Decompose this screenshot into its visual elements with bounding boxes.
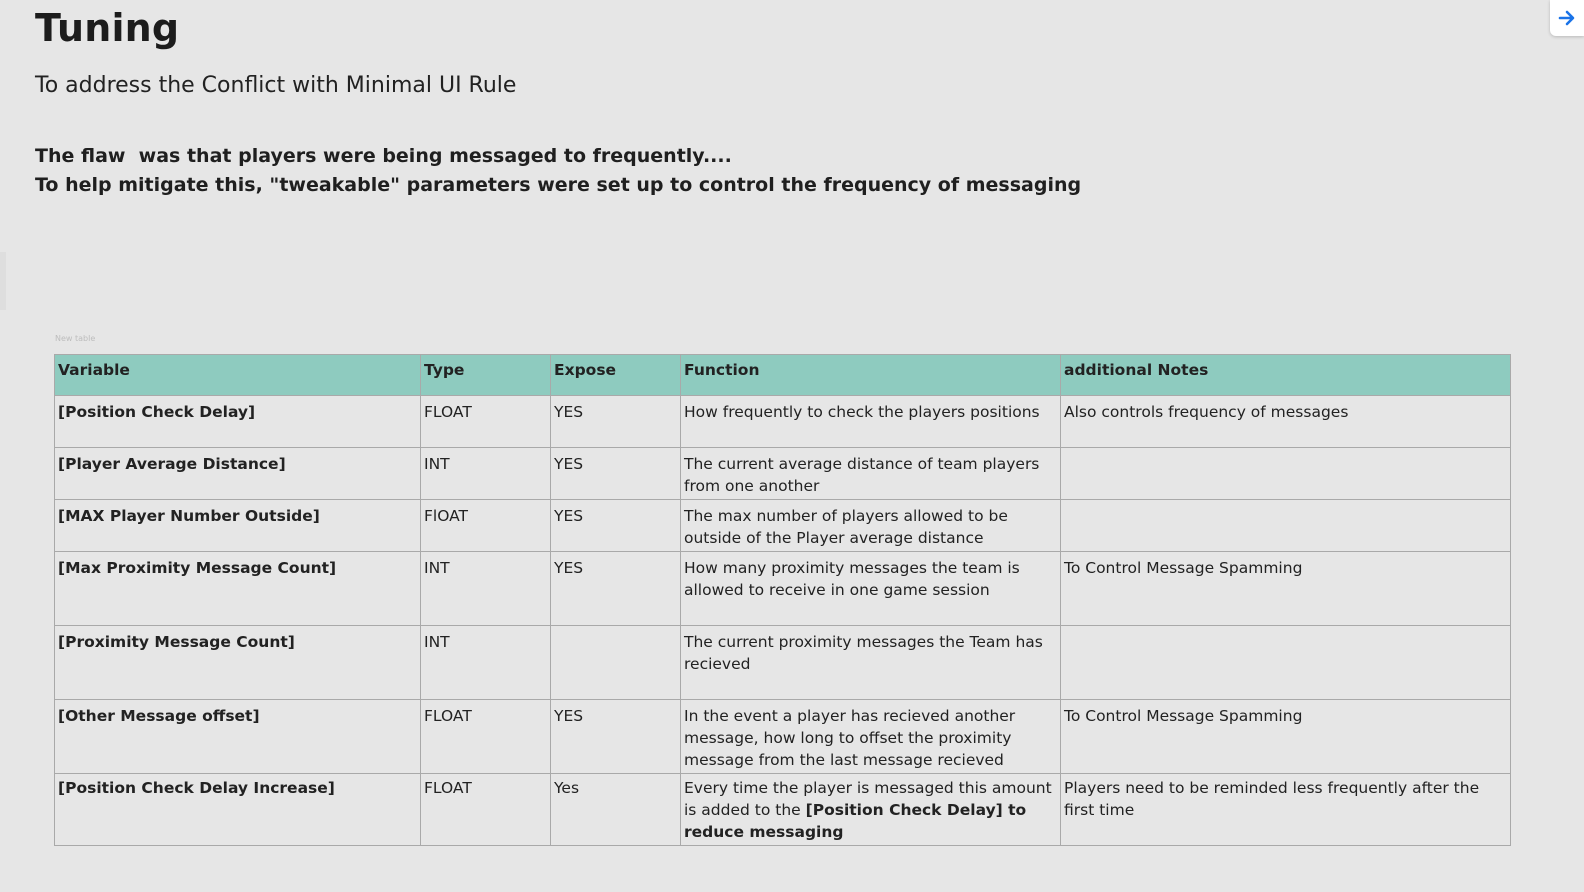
cell-variable[interactable]: [Max Proximity Message Count] bbox=[55, 552, 421, 626]
cell-variable[interactable]: [Position Check Delay Increase] bbox=[55, 774, 421, 846]
cell-function[interactable]: The current proximity messages the Team has recieved bbox=[681, 626, 1061, 700]
cell-type[interactable]: INT bbox=[421, 448, 551, 500]
cell-function[interactable]: The current average distance of team players from one another bbox=[681, 448, 1061, 500]
cell-expose[interactable]: YES bbox=[551, 552, 681, 626]
column-header-expose: Expose bbox=[551, 355, 681, 396]
table-row bbox=[55, 448, 1511, 500]
cell-function-bold-text: [Position Check Delay] to reduce messaging bbox=[684, 801, 1027, 841]
table-header-row bbox=[55, 355, 1511, 396]
cell-function[interactable]: How frequently to check the players positions bbox=[681, 396, 1061, 448]
flaw-line-1: The flaw was that players were being messaged to frequently.... bbox=[35, 145, 732, 167]
table-caption: New table bbox=[55, 334, 96, 343]
cell-variable[interactable]: [Player Average Distance] bbox=[55, 448, 421, 500]
table-row bbox=[55, 626, 1511, 700]
cell-expose[interactable]: YES bbox=[551, 700, 681, 774]
cell-expose[interactable] bbox=[551, 626, 681, 700]
cell-type[interactable]: FlOAT bbox=[421, 500, 551, 552]
cell-type[interactable]: INT bbox=[421, 626, 551, 700]
side-panel-handle[interactable] bbox=[0, 252, 6, 310]
cell-function[interactable]: In the event a player has recieved another message, how long to offset the proximity message from the last message recieved bbox=[681, 700, 1061, 774]
cell-type[interactable]: FLOAT bbox=[421, 774, 551, 846]
table-row bbox=[55, 700, 1511, 774]
table-row bbox=[55, 500, 1511, 552]
cell-type[interactable]: INT bbox=[421, 552, 551, 626]
table-row bbox=[55, 396, 1511, 448]
flaw-line-2: To help mitigate this, "tweakable" parameters were set up to control the frequency of messaging bbox=[35, 174, 1082, 196]
cell-notes[interactable]: Players need to be reminded less frequently after the first time bbox=[1061, 774, 1511, 846]
flaw-description bbox=[35, 142, 1081, 200]
cell-function[interactable]: How many proximity messages the team is allowed to receive in one game session bbox=[681, 552, 1061, 626]
page-title: Tuning bbox=[35, 6, 180, 50]
cell-variable[interactable]: [Proximity Message Count] bbox=[55, 626, 421, 700]
cell-notes[interactable] bbox=[1061, 626, 1511, 700]
page-subtitle: To address the Conflict with Minimal UI Rule bbox=[35, 73, 517, 98]
column-header-type: Type bbox=[421, 355, 551, 396]
cell-expose[interactable]: YES bbox=[551, 396, 681, 448]
cell-notes[interactable]: To Control Message Spamming bbox=[1061, 700, 1511, 774]
cell-expose[interactable]: YES bbox=[551, 448, 681, 500]
cell-function[interactable]: The max number of players allowed to be outside of the Player average distance bbox=[681, 500, 1061, 552]
arrow-right-icon bbox=[1557, 8, 1577, 28]
cell-type[interactable]: FLOAT bbox=[421, 396, 551, 448]
cell-notes[interactable]: To Control Message Spamming bbox=[1061, 552, 1511, 626]
cell-notes[interactable] bbox=[1061, 448, 1511, 500]
next-slide-button[interactable] bbox=[1550, 0, 1584, 36]
cell-type[interactable]: FLOAT bbox=[421, 700, 551, 774]
cell-function[interactable] bbox=[681, 774, 1061, 846]
column-header-function: Function bbox=[681, 355, 1061, 396]
table-row bbox=[55, 552, 1511, 626]
cell-notes[interactable] bbox=[1061, 500, 1511, 552]
cell-variable[interactable]: [MAX Player Number Outside] bbox=[55, 500, 421, 552]
cell-variable[interactable]: [Position Check Delay] bbox=[55, 396, 421, 448]
cell-expose[interactable]: YES bbox=[551, 500, 681, 552]
cell-expose[interactable]: Yes bbox=[551, 774, 681, 846]
tuning-table bbox=[54, 354, 1511, 846]
cell-notes[interactable]: Also controls frequency of messages bbox=[1061, 396, 1511, 448]
cell-variable[interactable]: [Other Message offset] bbox=[55, 700, 421, 774]
table-row bbox=[55, 774, 1511, 846]
column-header-variable: Variable bbox=[55, 355, 421, 396]
cell-function-text: Every time the player is messaged this amount is added to the bbox=[684, 779, 1052, 819]
column-header-notes: additional Notes bbox=[1061, 355, 1511, 396]
